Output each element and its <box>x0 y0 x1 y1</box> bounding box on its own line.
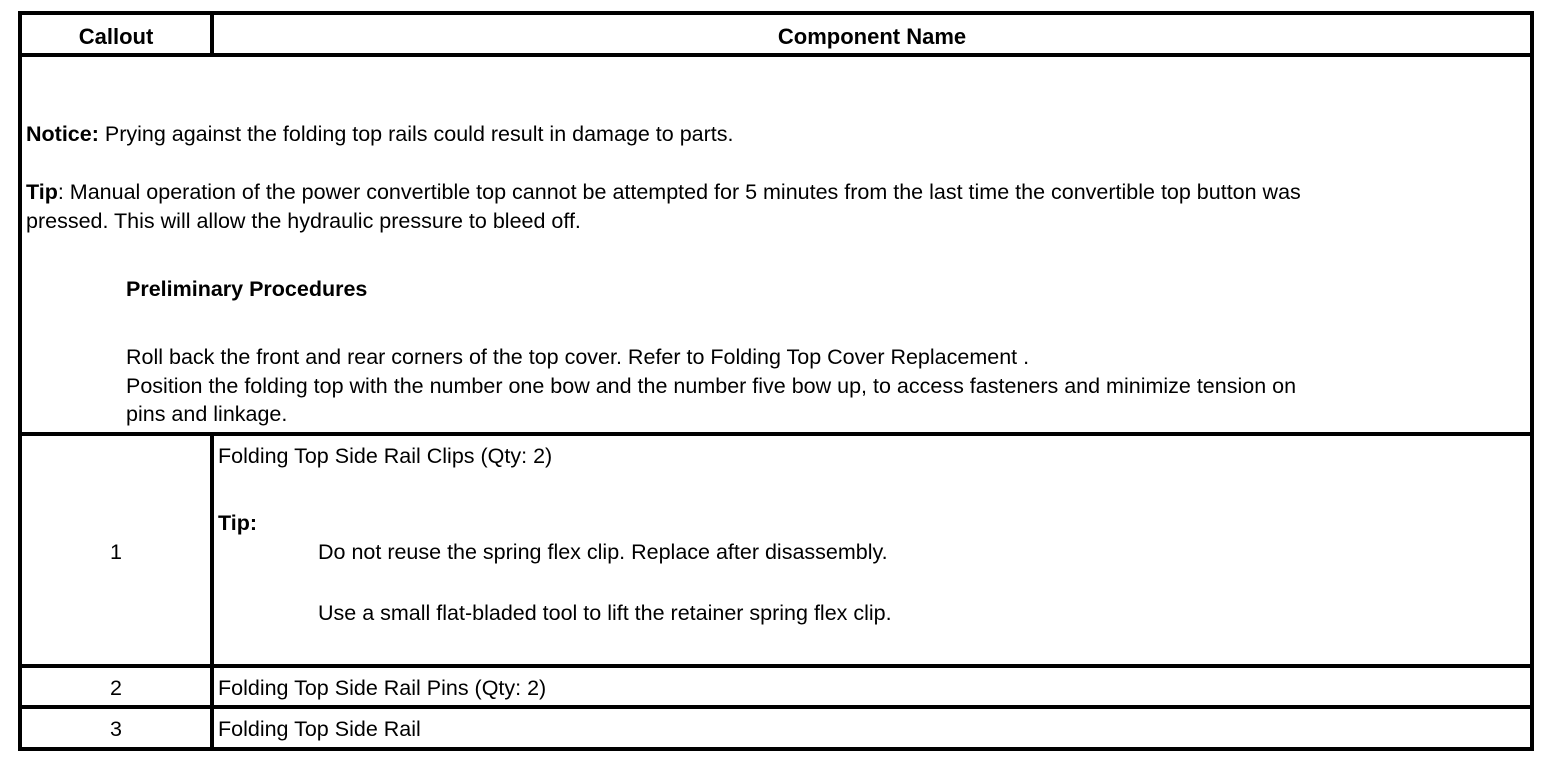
row-divider <box>22 432 1530 436</box>
callout-number: 2 <box>110 676 122 700</box>
tip-item: Do not reuse the spring flex clip. Replace after disassembly. <box>318 540 888 564</box>
notice-line <box>26 120 733 149</box>
component-table <box>18 11 1534 751</box>
component-name: Folding Top Side Rail Pins (Qty: 2) <box>218 676 547 700</box>
component-name: Folding Top Side Rail Clips (Qty: 2) <box>218 444 553 468</box>
preliminary-step-2: Position the folding top with the number one bow and the number five bow up, to access fasteners and minimize tension on <box>126 374 1297 398</box>
callout-number: 3 <box>110 717 122 741</box>
component-name: Folding Top Side Rail <box>218 717 421 741</box>
preliminary-step-1: Roll back the front and rear corners of the top cover. Refer to Folding Top Cover Replacement . <box>126 345 1030 369</box>
callout-number: 1 <box>110 540 122 564</box>
tip-label: Tip: <box>218 511 258 535</box>
tip-line-2: pressed. This will allow the hydraulic pressure to bleed off. <box>26 209 581 233</box>
preliminary-step-2-cont: pins and linkage. <box>126 402 288 426</box>
header-divider <box>210 15 214 53</box>
tip-item: Use a small flat-bladed tool to lift the retainer spring flex clip. <box>318 601 892 625</box>
row-divider <box>22 664 1530 668</box>
preliminary-heading: Preliminary Procedures <box>126 277 368 301</box>
row-divider <box>22 53 1530 57</box>
tip-text: : Manual operation of the power convertible top cannot be attempted for 5 minutes from the last time the convertible top button was <box>57 180 1301 204</box>
column-divider <box>210 436 214 751</box>
header-component-name: Component Name <box>777 24 967 49</box>
tip-label: Tip <box>26 180 58 204</box>
notice-text: Prying against the folding top rails could result in damage to parts. <box>98 122 734 146</box>
header-callout: Callout <box>78 24 154 49</box>
row-divider <box>22 705 1530 709</box>
notice-label: Notice: <box>26 122 99 146</box>
tip-line <box>26 178 1301 207</box>
